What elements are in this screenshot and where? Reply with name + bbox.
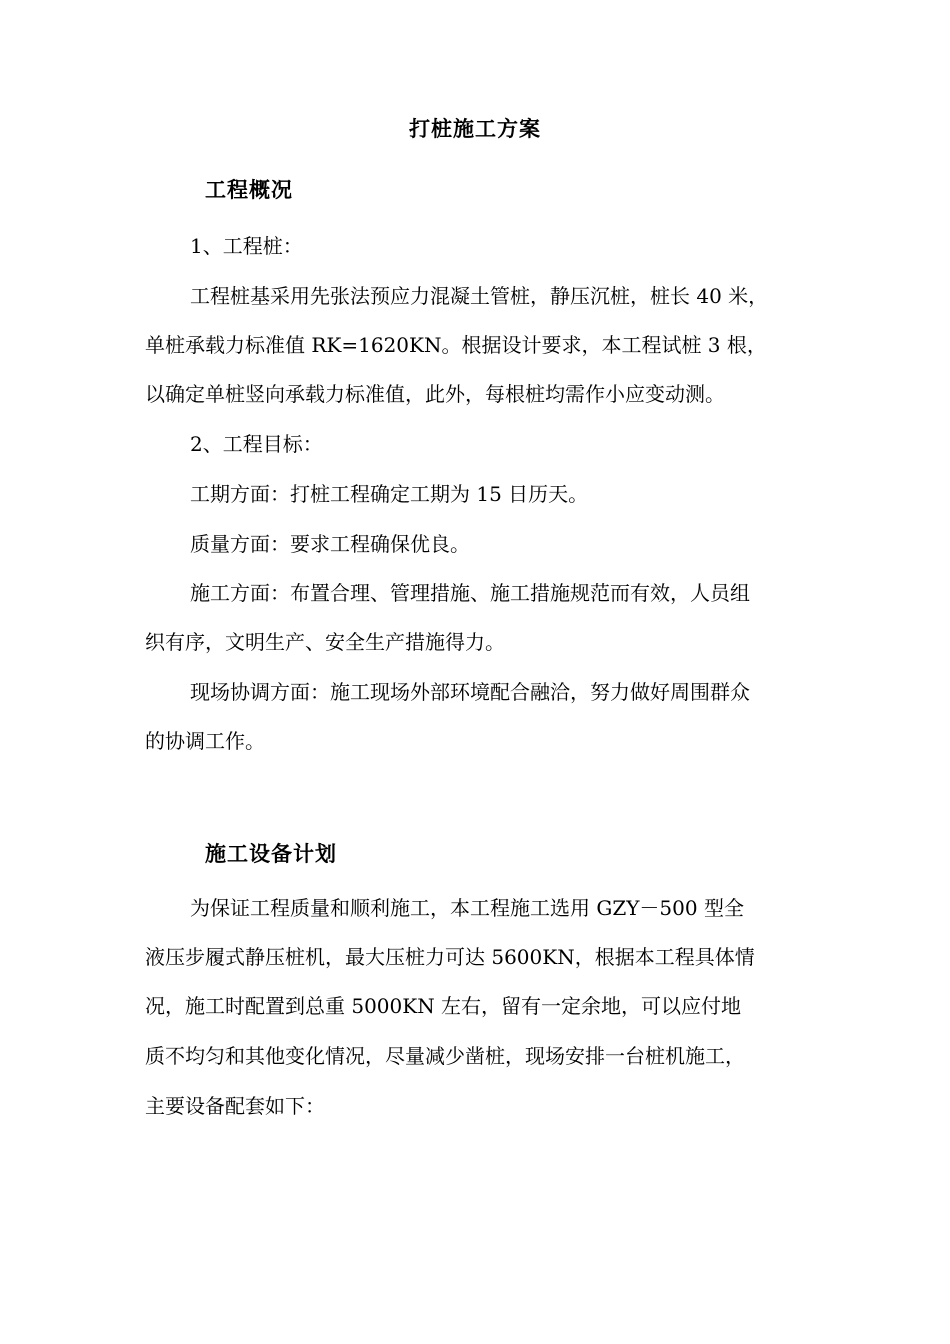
paragraph-line: 的协调工作。 [145, 729, 265, 753]
paragraph-line: 现场协调方面：施工现场外部环境配合融洽，努力做好周围群众 [190, 680, 750, 704]
paragraph-line: 况，施工时配置到总重 5000KN 左右，留有一定余地，可以应付地 [145, 994, 742, 1018]
section-heading-project-overview: 工程概况 [205, 178, 293, 202]
document-title: 打桩施工方案 [409, 117, 541, 141]
section-heading-equipment-plan: 施工设备计划 [205, 842, 337, 866]
paragraph-line: 质量方面：要求工程确保优良。 [190, 532, 470, 556]
paragraph-line: 单桩承载力标准值 RK=1620KN。根据设计要求，本工程试桩 3 根， [145, 333, 767, 357]
item-label-project-goals: 2、工程目标： [190, 432, 323, 456]
item-label-engineering-piles: 1、工程桩： [190, 234, 303, 258]
paragraph-line: 施工方面：布置合理、管理措施、施工措施规范而有效，人员组 [190, 581, 750, 605]
paragraph-line: 工期方面：打桩工程确定工期为 15 日历天。 [190, 482, 589, 506]
paragraph-line: 以确定单桩竖向承载力标准值，此外，每根桩均需作小应变动测。 [145, 382, 725, 406]
paragraph-line: 液压步履式静压桩机，最大压桩力可达 5600KN，根据本工程具体情 [145, 945, 755, 969]
paragraph-line: 工程桩基采用先张法预应力混凝土管桩，静压沉桩，桩长 40 米， [190, 284, 769, 308]
paragraph-line: 织有序，文明生产、安全生产措施得力。 [145, 630, 505, 654]
paragraph-line: 主要设备配套如下： [145, 1094, 325, 1118]
paragraph-line: 质不均匀和其他变化情况，尽量减少凿桩，现场安排一台桩机施工， [145, 1044, 745, 1068]
paragraph-line: 为保证工程质量和顺利施工，本工程施工选用 GZY－500 型全 [190, 896, 744, 920]
